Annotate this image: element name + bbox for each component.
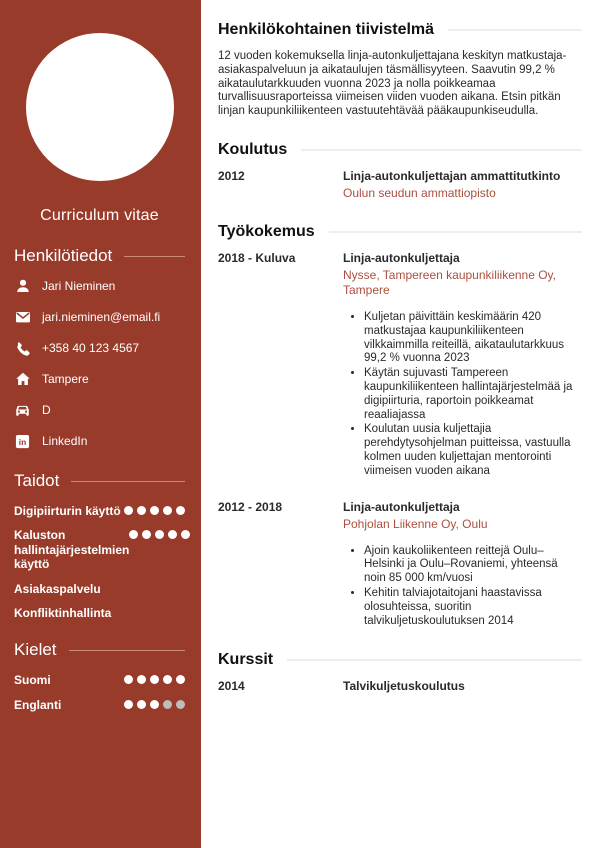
car-icon	[14, 402, 31, 419]
contact-row-linkedin[interactable]	[14, 432, 185, 450]
contact-row-name	[14, 277, 185, 295]
entry-body	[343, 500, 582, 630]
entry-period: 2012	[218, 168, 245, 183]
heading-divider	[329, 231, 582, 233]
courses-heading-label: Kurssit	[218, 651, 274, 669]
heading-divider	[287, 659, 582, 661]
skill-rating	[124, 504, 185, 515]
skill-label: Kaluston hallintajärjestelmien käyttö	[14, 528, 130, 572]
rating-dot	[150, 700, 159, 709]
entry-title: Linja-autonkuljettajan ammattitutkinto	[343, 168, 561, 183]
contact-row-licence	[14, 401, 185, 419]
rating-dot	[176, 506, 185, 515]
entry-bullet-list	[343, 311, 582, 479]
entry-subtitle: Oulun seudun ammattiopisto	[343, 185, 496, 200]
rating-dot	[124, 700, 133, 709]
entry-bullet: • Koulutan uusia kuljettajia perehdytysohjelman puitteissa, vastuulla kolmen uuden kuljettajan mentorointi viimeisen vuoden aikana	[364, 423, 582, 478]
skill-label: Asiakaspalvelu	[14, 581, 101, 596]
experience-heading-label: Työkokemus	[218, 222, 315, 240]
skill-rating	[129, 528, 190, 539]
heading-divider	[124, 256, 185, 257]
education-section	[218, 141, 582, 201]
linkedin-icon	[14, 433, 31, 450]
entry-body	[343, 679, 582, 694]
entry-period: 2018 - Kuluva	[218, 250, 296, 265]
rating-dot	[150, 506, 159, 515]
rating-dot	[155, 530, 164, 539]
experience-entry	[218, 500, 582, 630]
rating-dot	[176, 675, 185, 684]
person-icon	[14, 278, 31, 295]
rating-dot	[124, 675, 133, 684]
entry-title: Linja-autonkuljettaja	[343, 499, 460, 514]
contact-name: Jari Nieminen	[42, 279, 116, 293]
email-icon	[14, 309, 31, 326]
svg-text:in: in	[18, 436, 27, 447]
entry-bullet: • Käytän sujuvasti Tampereen kaupunkiliikenteen hallintajärjestelmää ja digipiirturia, raportoin poikkeamat reaaliajassa	[364, 367, 582, 422]
language-row	[14, 673, 185, 687]
heading-divider	[69, 650, 185, 651]
experience-entry	[218, 251, 582, 480]
entry-subtitle: Nysse, Tampereen kaupunkiliikenne Oy, Tampere	[343, 267, 556, 297]
sidebar	[0, 0, 201, 848]
education-entry	[218, 169, 582, 201]
home-icon	[14, 371, 31, 388]
contact-licence: D	[42, 403, 51, 417]
summary-text: 12 vuoden kokemuksella linja-autonkuljettajana keskityn matkustaja-asiakaspalveluun ja aikataulujen täsmällisyyteen. Saavutin 99,2 % aikataulutarkkuuden vuonna 2023 ja nolla poikkeamaa turvallisuusraporteissa viimeisen viiden vuoden aikana. Etsin pitkän linjan kaupunkiliikenteen vastuutehtävää pääkaupunkiseudulla.	[218, 50, 567, 118]
skills-heading-label: Taidot	[14, 471, 60, 490]
rating-dot	[176, 700, 185, 709]
summary-heading-label: Henkilökohtainen tiivistelmä	[218, 21, 435, 38]
summary-section	[218, 21, 582, 119]
rating-dot	[137, 675, 146, 684]
experience-section	[218, 223, 582, 629]
contact-row-phone[interactable]	[14, 339, 185, 357]
entry-bullet: • Kuljetan päivittäin keskimäärin 420 matkustajaa kaupunkiliikenteen vilkkaimmilla reiteillä, aikataulutarkkuus 99,2 % vuonna 2023	[364, 311, 582, 366]
entry-body	[343, 251, 582, 480]
contact-linkedin: LinkedIn	[42, 434, 88, 448]
skills-section	[14, 471, 185, 620]
skill-row	[14, 606, 185, 620]
contact-row-city	[14, 370, 185, 388]
language-label: Englanti	[14, 697, 62, 712]
heading-divider	[71, 481, 185, 482]
contact-phone: +358 40 123 4567	[42, 341, 140, 355]
courses-heading	[218, 651, 582, 669]
rating-dot	[150, 675, 159, 684]
rating-dot	[168, 530, 177, 539]
contact-section	[14, 246, 185, 450]
contact-city: Tampere	[42, 372, 89, 386]
entry-body	[343, 169, 582, 201]
entry-bullet: • Ajoin kaukoliikenteen reittejä Oulu–Helsinki ja Oulu–Rovaniemi, yhteensä noin 85 000 km/vuosi	[364, 545, 582, 586]
experience-heading	[218, 223, 582, 241]
rating-dot	[129, 530, 138, 539]
skill-row	[14, 582, 185, 596]
rating-dot	[181, 530, 190, 539]
summary-heading	[218, 21, 582, 39]
education-heading-label: Koulutus	[218, 140, 288, 158]
skill-row	[14, 504, 185, 518]
languages-section	[14, 640, 185, 712]
entry-subtitle: Pohjolan Liikenne Oy, Oulu	[343, 516, 488, 531]
education-heading	[218, 141, 582, 159]
language-row	[14, 698, 185, 712]
rating-dot	[163, 506, 172, 515]
entry-title: Talvikuljetuskoulutus	[343, 679, 465, 694]
languages-heading-label: Kielet	[14, 640, 57, 660]
course-entry	[218, 679, 582, 694]
entry-bullet-list	[343, 545, 582, 629]
rating-dot	[124, 506, 133, 515]
heading-divider	[301, 149, 582, 151]
contact-heading-label: Henkilötiedot	[14, 246, 113, 265]
language-rating	[124, 698, 185, 709]
cv-main-content	[201, 0, 600, 848]
entry-title: Linja-autonkuljettaja	[343, 250, 460, 265]
language-rating	[124, 673, 185, 684]
skills-list	[14, 504, 185, 620]
rating-dot	[137, 506, 146, 515]
language-label: Suomi	[14, 673, 51, 688]
skills-heading	[14, 471, 185, 491]
rating-dot	[142, 530, 151, 539]
languages-list	[14, 673, 185, 712]
languages-heading	[14, 640, 185, 660]
skill-label: Digipiirturin käyttö	[14, 504, 121, 518]
contact-list	[14, 277, 185, 450]
rating-dot	[163, 700, 172, 709]
courses-section	[218, 651, 582, 694]
entry-bullet: • Kehitin talviajotaitojani haastavissa olosuhteissa, suoritin talvikuljetuskoulutuksen 2014	[364, 587, 582, 628]
cv-title: Curriculum vitae	[40, 207, 159, 224]
contact-row-email[interactable]	[14, 308, 185, 326]
entry-period: 2012 - 2018	[218, 499, 283, 514]
skill-row	[14, 528, 185, 571]
contact-email: jari.nieminen@email.fi	[42, 310, 161, 324]
phone-icon	[14, 340, 31, 357]
rating-dot	[137, 700, 146, 709]
skill-label: Konfliktinhallinta	[14, 605, 112, 620]
rating-dot	[163, 675, 172, 684]
profile-photo-placeholder	[26, 33, 174, 181]
entry-period: 2014	[218, 679, 245, 694]
heading-divider	[448, 29, 582, 31]
contact-heading	[14, 246, 185, 266]
